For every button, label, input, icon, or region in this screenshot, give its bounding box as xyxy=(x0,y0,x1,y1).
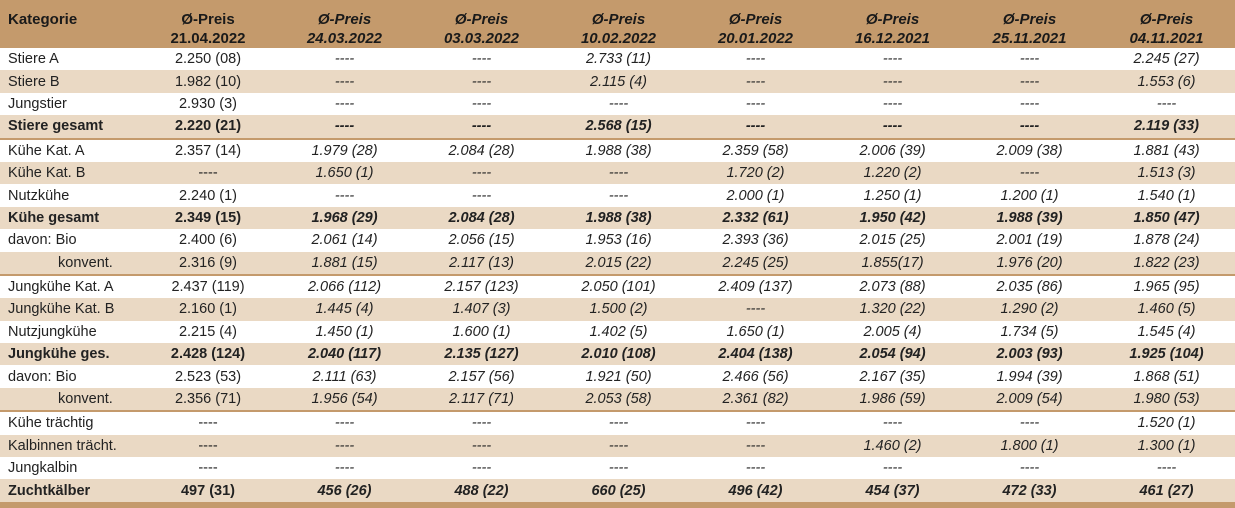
table-row xyxy=(0,115,1235,138)
price-cell: ---- xyxy=(413,115,550,138)
price-cell: 2.054 (94) xyxy=(824,343,961,365)
price-cell: 2.167 (35) xyxy=(824,365,961,387)
price-cell: 1.513 (3) xyxy=(1098,162,1235,184)
price-cell: ---- xyxy=(276,184,413,206)
price-cell: ---- xyxy=(687,435,824,457)
price-cell: ---- xyxy=(276,435,413,457)
price-cell: ---- xyxy=(824,70,961,92)
price-cell: 1.850 (47) xyxy=(1098,207,1235,229)
price-cell: 2.135 (127) xyxy=(413,343,550,365)
price-cell: 2.404 (138) xyxy=(687,343,824,365)
row-label: Kühe gesamt xyxy=(0,207,140,229)
price-cell: ---- xyxy=(824,48,961,70)
table-row xyxy=(0,70,1235,92)
price-cell: 2.220 (21) xyxy=(140,115,276,138)
price-cell: 2.568 (15) xyxy=(550,115,687,138)
price-cell: 2.428 (124) xyxy=(140,343,276,365)
table-row xyxy=(0,321,1235,343)
header-price-col: Ø-Preis 21.04.2022 xyxy=(140,0,276,48)
price-cell: 660 (25) xyxy=(550,479,687,501)
price-cell: ---- xyxy=(961,48,1098,70)
table-footer-bar xyxy=(0,502,1235,508)
price-cell: 1.290 (2) xyxy=(961,298,1098,320)
price-cell: 2.053 (58) xyxy=(550,388,687,411)
row-label: davon: Bio xyxy=(0,229,140,251)
table-row xyxy=(0,411,1235,434)
price-cell: ---- xyxy=(276,115,413,138)
price-cell: 2.010 (108) xyxy=(550,343,687,365)
price-cell: 1.300 (1) xyxy=(1098,435,1235,457)
price-cell: 1.520 (1) xyxy=(1098,411,1235,434)
price-cell: ---- xyxy=(140,411,276,434)
price-cell: 1.450 (1) xyxy=(276,321,413,343)
price-cell: 2.073 (88) xyxy=(824,275,961,298)
price-cell: 1.980 (53) xyxy=(1098,388,1235,411)
header-price-col: Ø-Preis 03.03.2022 xyxy=(413,0,550,48)
price-cell: 2.930 (3) xyxy=(140,93,276,115)
price-cell: ---- xyxy=(550,162,687,184)
price-cell: 2.117 (71) xyxy=(413,388,550,411)
price-cell: ---- xyxy=(140,457,276,479)
header-category: Kategorie xyxy=(0,0,140,48)
price-cell: 1.921 (50) xyxy=(550,365,687,387)
price-cell: ---- xyxy=(824,115,961,138)
price-cell: 2.061 (14) xyxy=(276,229,413,251)
price-cell: 2.393 (36) xyxy=(687,229,824,251)
price-cell: 1.500 (2) xyxy=(550,298,687,320)
price-cell: 1.855(17) xyxy=(824,252,961,275)
price-cell: 2.111 (63) xyxy=(276,365,413,387)
price-cell: 1.956 (54) xyxy=(276,388,413,411)
price-cell: 2.115 (4) xyxy=(550,70,687,92)
row-label: Kühe Kat. B xyxy=(0,162,140,184)
price-cell: 2.733 (11) xyxy=(550,48,687,70)
price-cell: 2.119 (33) xyxy=(1098,115,1235,138)
price-cell: 454 (37) xyxy=(824,479,961,501)
row-label: konvent. xyxy=(0,388,140,411)
row-label: Zuchtkälber xyxy=(0,479,140,501)
price-cell: 2.250 (08) xyxy=(140,48,276,70)
row-label: Jungkühe Kat. A xyxy=(0,275,140,298)
table-row xyxy=(0,139,1235,162)
price-cell: 497 (31) xyxy=(140,479,276,501)
price-cell: 472 (33) xyxy=(961,479,1098,501)
price-cell: ---- xyxy=(276,411,413,434)
price-cell: ---- xyxy=(276,70,413,92)
price-cell: 1.320 (22) xyxy=(824,298,961,320)
row-label: Stiere gesamt xyxy=(0,115,140,138)
price-cell: 2.316 (9) xyxy=(140,252,276,275)
price-cell: ---- xyxy=(276,48,413,70)
price-cell: 2.003 (93) xyxy=(961,343,1098,365)
price-cell: ---- xyxy=(687,457,824,479)
price-cell: ---- xyxy=(961,93,1098,115)
price-cell: 1.968 (29) xyxy=(276,207,413,229)
price-cell: 2.245 (25) xyxy=(687,252,824,275)
price-cell: 1.950 (42) xyxy=(824,207,961,229)
price-cell: 456 (26) xyxy=(276,479,413,501)
table-row xyxy=(0,48,1235,70)
price-cell: ---- xyxy=(687,411,824,434)
price-cell: ---- xyxy=(687,70,824,92)
price-cell: ---- xyxy=(687,93,824,115)
header-price-col: Ø-Preis 24.03.2022 xyxy=(276,0,413,48)
price-cell: 2.015 (22) xyxy=(550,252,687,275)
price-cell: ---- xyxy=(1098,457,1235,479)
price-cell: 2.215 (4) xyxy=(140,321,276,343)
price-cell: 2.245 (27) xyxy=(1098,48,1235,70)
table-row xyxy=(0,229,1235,251)
price-cell: 1.982 (10) xyxy=(140,70,276,92)
price-cell: ---- xyxy=(140,435,276,457)
row-label: Kühe trächtig xyxy=(0,411,140,434)
price-cell: 1.402 (5) xyxy=(550,321,687,343)
price-cell: 2.084 (28) xyxy=(413,139,550,162)
table-row xyxy=(0,207,1235,229)
price-cell: 1.976 (20) xyxy=(961,252,1098,275)
price-cell: 496 (42) xyxy=(687,479,824,501)
price-cell: ---- xyxy=(276,457,413,479)
price-cell: 1.540 (1) xyxy=(1098,184,1235,206)
price-cell: 2.001 (19) xyxy=(961,229,1098,251)
price-cell: ---- xyxy=(413,48,550,70)
price-cell: 1.545 (4) xyxy=(1098,321,1235,343)
price-cell: ---- xyxy=(413,70,550,92)
row-label: davon: Bio xyxy=(0,365,140,387)
price-cell: 1.988 (38) xyxy=(550,139,687,162)
price-cell: 1.965 (95) xyxy=(1098,275,1235,298)
price-cell: 2.356 (71) xyxy=(140,388,276,411)
table-row xyxy=(0,252,1235,275)
price-cell: ---- xyxy=(824,457,961,479)
row-label: Jungkühe Kat. B xyxy=(0,298,140,320)
header-price-col: Ø-Preis 10.02.2022 xyxy=(550,0,687,48)
price-cell: 1.553 (6) xyxy=(1098,70,1235,92)
price-cell: 1.650 (1) xyxy=(276,162,413,184)
price-cell: ---- xyxy=(961,162,1098,184)
price-cell: ---- xyxy=(961,411,1098,434)
price-cell: 2.015 (25) xyxy=(824,229,961,251)
table-row xyxy=(0,275,1235,298)
header-price-col: Ø-Preis 16.12.2021 xyxy=(824,0,961,48)
price-cell: 2.035 (86) xyxy=(961,275,1098,298)
price-cell: 1.650 (1) xyxy=(687,321,824,343)
table-row xyxy=(0,343,1235,365)
row-label: konvent. xyxy=(0,252,140,275)
row-label: Stiere B xyxy=(0,70,140,92)
price-cell: 2.009 (38) xyxy=(961,139,1098,162)
price-cell: ---- xyxy=(413,435,550,457)
price-cell: 2.357 (14) xyxy=(140,139,276,162)
price-cell: ---- xyxy=(687,298,824,320)
price-cell: ---- xyxy=(550,435,687,457)
price-cell: 1.200 (1) xyxy=(961,184,1098,206)
price-cell: 2.005 (4) xyxy=(824,321,961,343)
price-cell: 2.361 (82) xyxy=(687,388,824,411)
price-cell: ---- xyxy=(687,48,824,70)
price-cell: 1.868 (51) xyxy=(1098,365,1235,387)
row-label: Stiere A xyxy=(0,48,140,70)
price-cell: 1.953 (16) xyxy=(550,229,687,251)
price-cell: 1.881 (15) xyxy=(276,252,413,275)
row-label: Jungkühe ges. xyxy=(0,343,140,365)
price-cell: 1.988 (38) xyxy=(550,207,687,229)
header-price-col: Ø-Preis 25.11.2021 xyxy=(961,0,1098,48)
price-cell: ---- xyxy=(550,457,687,479)
price-cell: 1.460 (2) xyxy=(824,435,961,457)
price-cell: ---- xyxy=(550,411,687,434)
price-cell: ---- xyxy=(413,162,550,184)
price-cell: 1.878 (24) xyxy=(1098,229,1235,251)
price-cell: 1.822 (23) xyxy=(1098,252,1235,275)
price-cell: 1.979 (28) xyxy=(276,139,413,162)
table-row xyxy=(0,93,1235,115)
price-cell: 1.407 (3) xyxy=(413,298,550,320)
table-row xyxy=(0,479,1235,501)
table-row xyxy=(0,388,1235,411)
price-cell: 2.157 (56) xyxy=(413,365,550,387)
table-row xyxy=(0,365,1235,387)
price-cell: ---- xyxy=(824,411,961,434)
price-cell: 2.050 (101) xyxy=(550,275,687,298)
row-label: Kühe Kat. A xyxy=(0,139,140,162)
price-cell: 2.160 (1) xyxy=(140,298,276,320)
price-cell: ---- xyxy=(550,184,687,206)
price-cell: 2.084 (28) xyxy=(413,207,550,229)
price-cell: 1.925 (104) xyxy=(1098,343,1235,365)
price-cell: ---- xyxy=(824,93,961,115)
price-cell: 2.040 (117) xyxy=(276,343,413,365)
price-cell: 2.437 (119) xyxy=(140,275,276,298)
price-cell: ---- xyxy=(140,162,276,184)
price-cell: 1.250 (1) xyxy=(824,184,961,206)
price-cell: 2.009 (54) xyxy=(961,388,1098,411)
price-cell: 1.600 (1) xyxy=(413,321,550,343)
price-cell: 2.056 (15) xyxy=(413,229,550,251)
price-cell: 1.881 (43) xyxy=(1098,139,1235,162)
table-row xyxy=(0,298,1235,320)
price-cell: 1.988 (39) xyxy=(961,207,1098,229)
price-cell: 1.800 (1) xyxy=(961,435,1098,457)
price-cell: ---- xyxy=(961,115,1098,138)
table-row xyxy=(0,162,1235,184)
price-cell: ---- xyxy=(687,115,824,138)
row-label: Nutzjungkühe xyxy=(0,321,140,343)
price-cell: 1.986 (59) xyxy=(824,388,961,411)
row-label: Jungkalbin xyxy=(0,457,140,479)
price-cell: ---- xyxy=(550,93,687,115)
price-cell: 2.332 (61) xyxy=(687,207,824,229)
price-cell: 1.734 (5) xyxy=(961,321,1098,343)
header-price-col: Ø-Preis 04.11.2021 xyxy=(1098,0,1235,48)
price-cell: ---- xyxy=(413,411,550,434)
price-cell: 2.240 (1) xyxy=(140,184,276,206)
price-cell: 2.466 (56) xyxy=(687,365,824,387)
price-cell: 1.720 (2) xyxy=(687,162,824,184)
price-cell: 1.460 (5) xyxy=(1098,298,1235,320)
price-cell: 1.445 (4) xyxy=(276,298,413,320)
price-cell: 2.400 (6) xyxy=(140,229,276,251)
price-cell: 2.409 (137) xyxy=(687,275,824,298)
price-cell: 2.117 (13) xyxy=(413,252,550,275)
price-cell: 2.523 (53) xyxy=(140,365,276,387)
row-label: Nutzkühe xyxy=(0,184,140,206)
price-cell: 2.066 (112) xyxy=(276,275,413,298)
price-cell: 461 (27) xyxy=(1098,479,1235,501)
price-cell: 2.157 (123) xyxy=(413,275,550,298)
price-cell: 2.359 (58) xyxy=(687,139,824,162)
price-cell: 1.220 (2) xyxy=(824,162,961,184)
price-cell: ---- xyxy=(961,457,1098,479)
price-cell: 2.000 (1) xyxy=(687,184,824,206)
header-price-col: Ø-Preis 20.01.2022 xyxy=(687,0,824,48)
price-cell: 1.994 (39) xyxy=(961,365,1098,387)
price-cell: ---- xyxy=(276,93,413,115)
row-label: Kalbinnen trächt. xyxy=(0,435,140,457)
price-cell: ---- xyxy=(413,184,550,206)
price-cell: 2.349 (15) xyxy=(140,207,276,229)
row-label: Jungstier xyxy=(0,93,140,115)
table-row xyxy=(0,435,1235,457)
table-row xyxy=(0,184,1235,206)
table-row xyxy=(0,457,1235,479)
header-row xyxy=(0,0,1235,48)
price-cell: ---- xyxy=(413,93,550,115)
price-cell: 488 (22) xyxy=(413,479,550,501)
price-cell: ---- xyxy=(413,457,550,479)
price-cell: 2.006 (39) xyxy=(824,139,961,162)
price-cell: ---- xyxy=(961,70,1098,92)
price-cell: ---- xyxy=(1098,93,1235,115)
